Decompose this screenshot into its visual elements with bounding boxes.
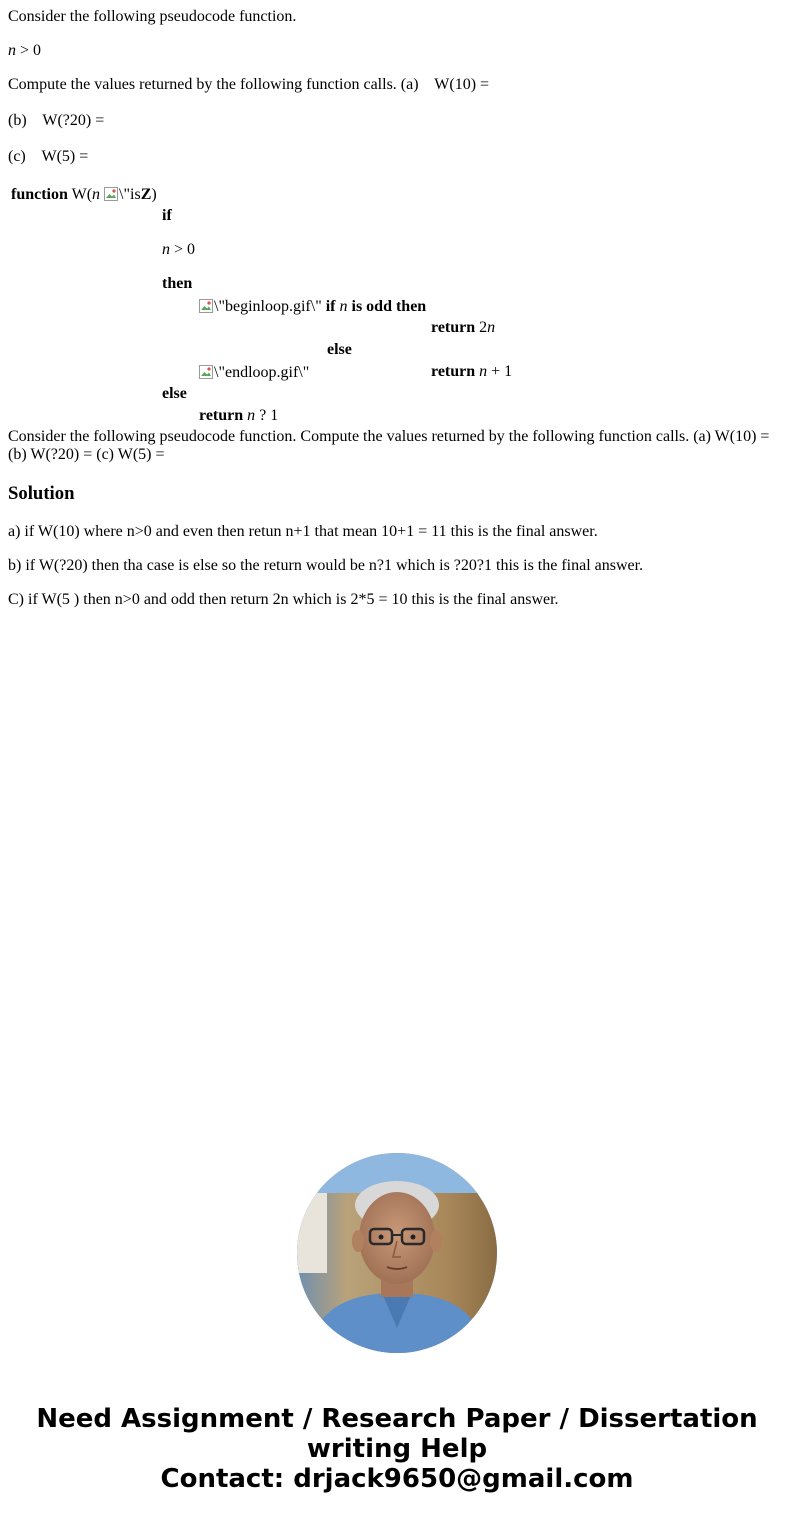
solution-heading: Solution	[8, 483, 75, 504]
question-summary: Consider the following pseudocode function. Compute the values returned by the following function calls. (a) W(10) = (b) W(?20) = (c) W(5) =	[8, 428, 770, 463]
function-signature	[11, 185, 157, 204]
close-paren: )	[151, 186, 157, 203]
broken-image-icon	[199, 299, 213, 313]
broken-image-beginloop	[199, 297, 322, 316]
if-condition-rest: > 0	[170, 241, 196, 258]
broken-image-endloop	[199, 363, 309, 382]
return-line-1	[431, 319, 495, 337]
return-value-3-var: n	[247, 407, 256, 424]
question-intro: Consider the following pseudocode function.	[8, 8, 297, 25]
inner-if-rest: is odd then	[351, 298, 427, 315]
beginloop-row	[199, 297, 426, 316]
promo-contact[interactable]: Contact: drjack9650@gmail.com	[160, 1464, 634, 1494]
broken-image-alt-is: \"is	[119, 186, 141, 203]
integer-set: Z	[140, 186, 152, 203]
inner-else-keyword: else	[327, 341, 352, 358]
answer-a: a) if W(10) where n>0 and even then retun n+1 that mean 10+1 = 11 this is the final answer.	[8, 523, 598, 540]
part-b: (b) W(?20) =	[8, 112, 105, 129]
outer-else-keyword: else	[162, 385, 187, 402]
function-name: W(	[67, 186, 93, 203]
part-c: (c) W(5) =	[8, 148, 89, 165]
endloop-alt: \"endloop.gif\"	[214, 364, 310, 381]
broken-image-icon	[199, 365, 213, 379]
if-keyword: if	[162, 207, 172, 224]
then-keyword: then	[162, 275, 193, 292]
return-value-3-rest: ? 1	[255, 407, 279, 424]
return-keyword-2: return	[431, 363, 476, 380]
return-line-2	[431, 363, 512, 381]
endloop-row	[199, 363, 309, 382]
return-value-2-var: n	[479, 363, 488, 380]
author-photo	[297, 1153, 497, 1353]
broken-image-is	[104, 185, 141, 204]
answer-b: b) if W(?20) then tha case is else so the return would be n?1 which is ?20?1 this is the final answer.	[8, 557, 644, 574]
return-value-2-rest: + 1	[487, 363, 513, 380]
return-keyword-1: return	[431, 319, 476, 336]
condition-rest: > 0	[16, 42, 42, 59]
return-value-1-var: n	[487, 319, 496, 336]
inner-if-var: n	[339, 298, 348, 315]
condition-line	[8, 42, 41, 60]
beginloop-alt: \"beginloop.gif\"	[214, 298, 322, 315]
if-condition-var: n	[162, 241, 170, 258]
broken-image-icon	[104, 187, 118, 201]
return-line-3	[199, 407, 278, 425]
if-condition	[162, 241, 195, 259]
condition-var: n	[8, 42, 16, 59]
function-keyword: function	[11, 186, 68, 203]
author-avatar	[297, 1153, 497, 1353]
inner-if-keyword: if	[325, 298, 336, 315]
compute-instruction: Compute the values returned by the following function calls. (a) W(10) =	[8, 76, 490, 93]
promo-line-2: writing Help	[306, 1434, 488, 1464]
function-param: n	[92, 186, 101, 203]
return-value-1-prefix: 2	[479, 319, 488, 336]
answer-c: C) if W(5 ) then n>0 and odd then return 2n which is 2*5 = 10 this is the final answer.	[8, 591, 559, 608]
promo-line-1: Need Assignment / Research Paper / Dissertation	[36, 1404, 758, 1434]
return-keyword-3: return	[199, 407, 244, 424]
